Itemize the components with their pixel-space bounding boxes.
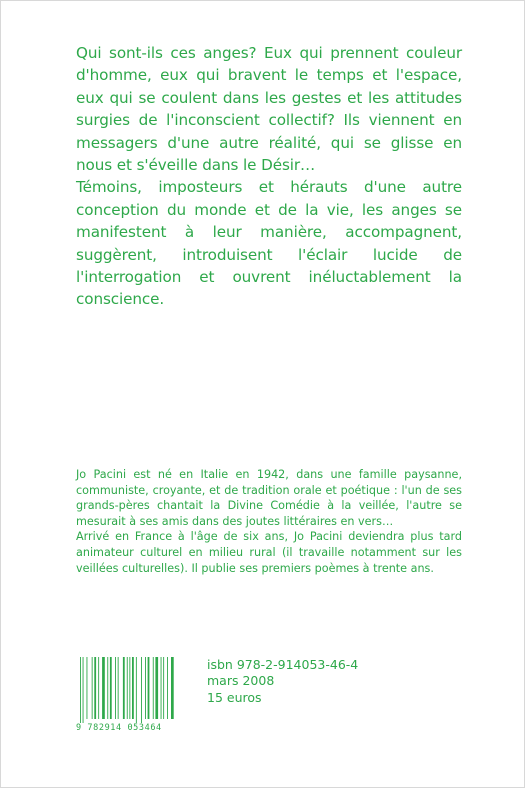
synopsis-paragraph-2: Témoins, imposteurs et hérauts d'une autre conception du monde et de la vie, les anges se manifestent à leur manière, accompagnent, suggèrent, introduisent l'éclair lucide de l'interrogation et ouvrent inéluctablement la conscience.: [76, 178, 462, 309]
barcode-bar: [80, 657, 81, 723]
barcode-bar: [136, 657, 137, 723]
barcode-bar: [98, 657, 99, 719]
barcode-bar: [129, 657, 130, 719]
barcode-bar: [145, 657, 146, 719]
barcode-bar: [148, 657, 150, 719]
isbn: isbn 978-2-914053-46-4: [207, 657, 359, 672]
author-bio: [76, 467, 462, 576]
barcode-bar: [141, 657, 142, 723]
barcode-bar: [167, 657, 168, 719]
publication-date: mars 2008: [207, 673, 275, 689]
barcode-bar: [118, 657, 119, 719]
barcode-bar: [107, 657, 108, 719]
barcode-bar: [94, 657, 96, 719]
barcode-bar: [110, 657, 112, 719]
barcode-digits: 9 782914 053464: [76, 723, 162, 733]
barcode-bar: [92, 657, 93, 719]
publication-info: [207, 657, 358, 706]
barcode-bar: [132, 657, 134, 719]
barcode-bar: [115, 657, 116, 719]
barcode-bar: [161, 657, 162, 719]
barcode-bar: [155, 657, 158, 719]
barcode-bar: [123, 657, 125, 719]
price: 15 euros: [207, 689, 262, 705]
barcode-bar: [83, 657, 84, 723]
barcode-bar: [127, 657, 128, 719]
barcode-bar: [102, 657, 105, 719]
bio-paragraph-1: Jo Pacini est né en Italie en 1942, dans une famille paysanne, communiste, croyante, et de tradition orale et poétique : l'un de ses grands-pères chantait la Divine Comédie à la veillée, l'autre se mesurait à ses amis dans des joutes littéraires en vers…: [76, 468, 462, 528]
barcode-bar: [163, 657, 164, 719]
bio-paragraph-2: Arrivé en France à l'âge de six ans, Jo Pacini deviendra plus tard animateur culturel en milieu rural (il travaille notamment sur les veillées culturelles). Il publie ses premiers poèmes à trente ans.: [76, 530, 462, 575]
synopsis-paragraph-1: Qui sont-ils ces anges? Eux qui prennent couleur d'homme, eux qui bravent le temps et l'espace, eux qui se coulent dans les gestes et les attitudes surgies de l'inconscient collectif? Ils viennent en messagers d'une autre réalité, qui se glisse en nous et s'éveille dans le Désir…: [76, 44, 462, 175]
barcode: [76, 655, 176, 737]
barcode-bar: [153, 657, 154, 719]
barcode-bar: [87, 657, 88, 719]
barcode-bars: [76, 655, 176, 723]
barcode-bar: [171, 657, 174, 719]
synopsis-text: [76, 42, 462, 311]
